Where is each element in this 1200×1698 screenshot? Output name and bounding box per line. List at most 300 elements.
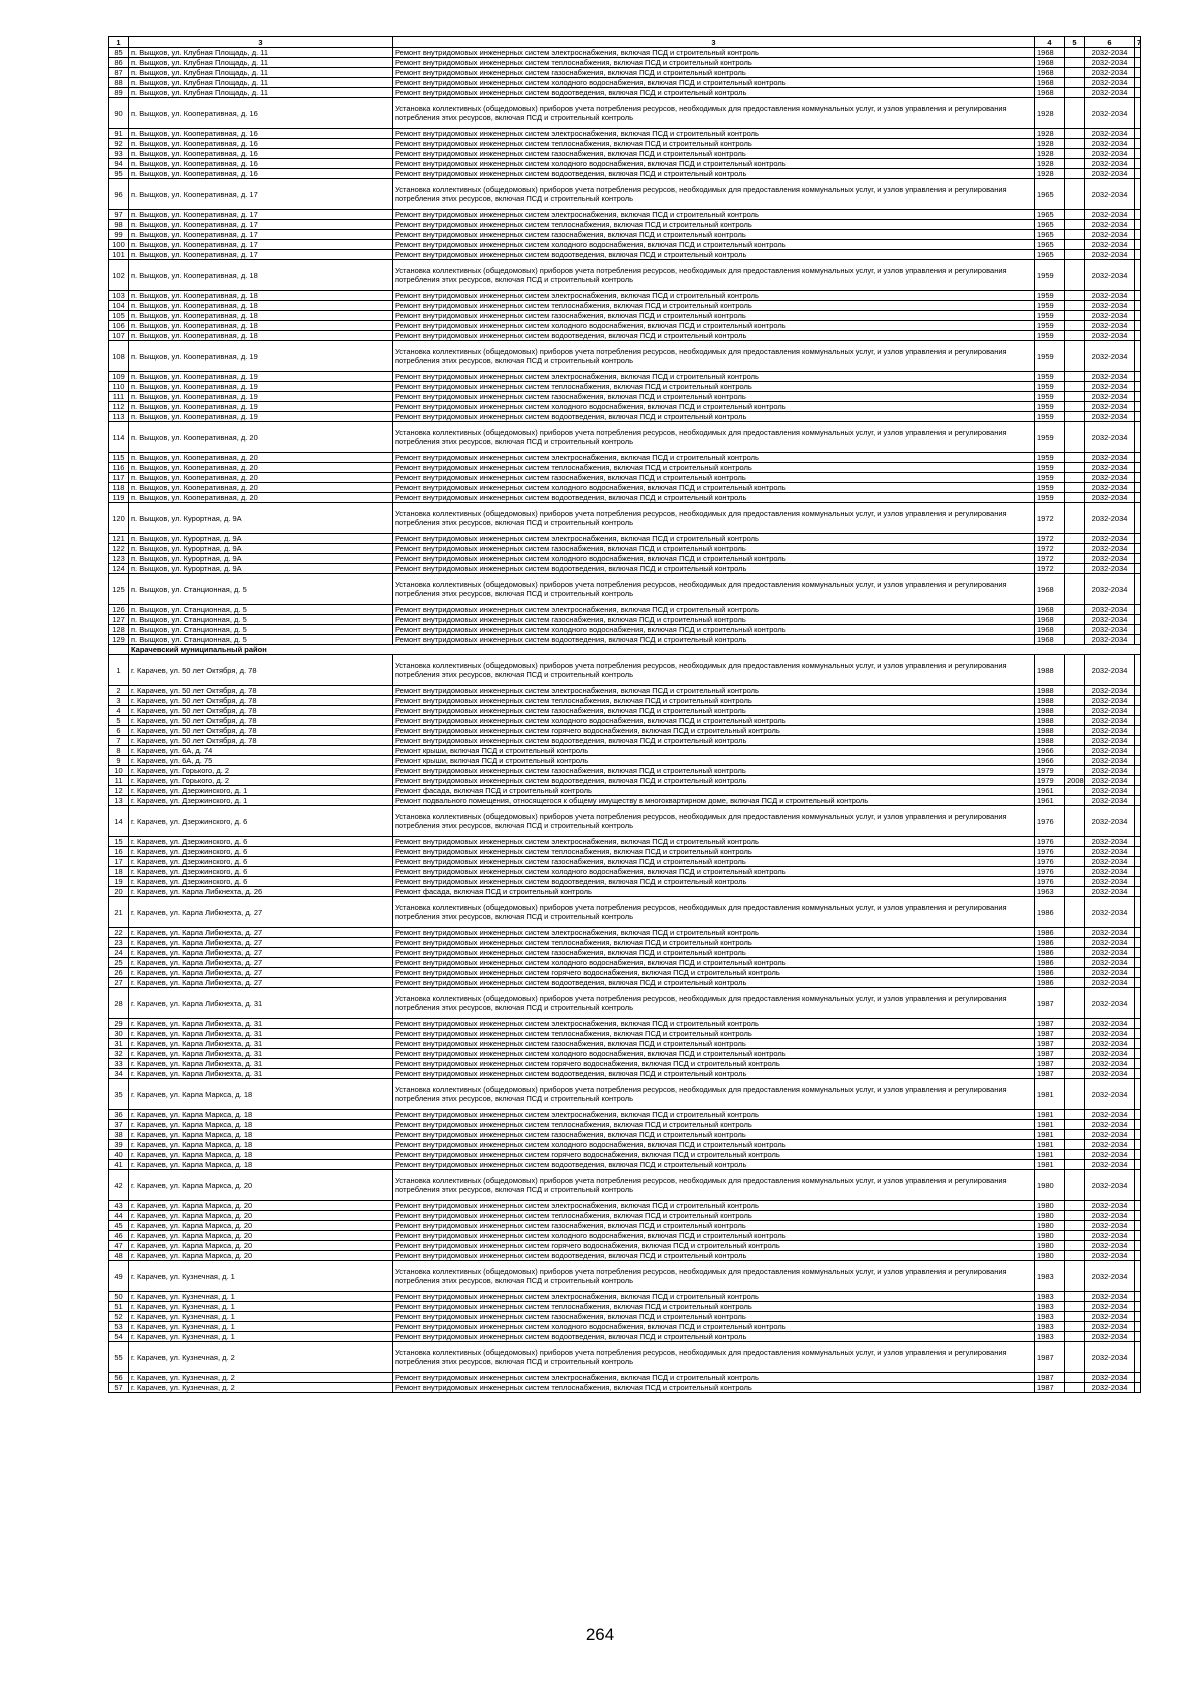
row-col5 <box>1065 220 1085 230</box>
row-period: 2032-2034 <box>1085 1322 1135 1332</box>
row-work-type: Ремонт внутридомовых инженерных систем холодного водоснабжения, включая ПСД и строительный контроль <box>393 240 1035 250</box>
row-number: 94 <box>109 159 129 169</box>
row-number: 126 <box>109 605 129 615</box>
row-work-type: Ремонт внутридомовых инженерных систем электроснабжения, включая ПСД и строительный контроль <box>393 1373 1035 1383</box>
row-number: 22 <box>109 928 129 938</box>
row-address: г. Карачев, ул. 6А, д. 75 <box>129 756 393 766</box>
row-number: 106 <box>109 321 129 331</box>
row-number: 51 <box>109 1302 129 1312</box>
row-work-type: Ремонт внутридомовых инженерных систем теплоснабжения, включая ПСД и строительный контроль <box>393 1120 1035 1130</box>
table-row <box>109 1231 1141 1241</box>
row-col7 <box>1135 1322 1141 1332</box>
row-period: 2032-2034 <box>1085 412 1135 422</box>
row-col7 <box>1135 554 1141 564</box>
row-col7 <box>1135 837 1141 847</box>
row-period: 2032-2034 <box>1085 311 1135 321</box>
table-row <box>109 1059 1141 1069</box>
row-address: п. Выщков, ул. Клубная Площадь, д. 11 <box>129 48 393 58</box>
row-address: п. Выщков, ул. Курортная, д. 9А <box>129 534 393 544</box>
row-col7 <box>1135 605 1141 615</box>
row-col7 <box>1135 756 1141 766</box>
row-work-type: Ремонт внутридомовых инженерных систем теплоснабжения, включая ПСД и строительный контроль <box>393 139 1035 149</box>
row-work-type: Ремонт внутридомовых инженерных систем теплоснабжения, включая ПСД и строительный контроль <box>393 696 1035 706</box>
table-row <box>109 574 1141 605</box>
row-work-type: Ремонт внутридомовых инженерных систем электроснабжения, включая ПСД и строительный контроль <box>393 210 1035 220</box>
table-row <box>109 625 1141 635</box>
row-work-type: Ремонт внутридомовых инженерных систем газоснабжения, включая ПСД и строительный контроль <box>393 230 1035 240</box>
table-row <box>109 1342 1141 1373</box>
row-address: г. Карачев, ул. Карла Маркса, д. 20 <box>129 1170 393 1201</box>
row-col5 <box>1065 210 1085 220</box>
row-col7 <box>1135 978 1141 988</box>
row-number: 123 <box>109 554 129 564</box>
row-col5 <box>1065 857 1085 867</box>
row-col7 <box>1135 887 1141 897</box>
row-build-year: 1987 <box>1035 1069 1065 1079</box>
row-work-type: Ремонт внутридомовых инженерных систем теплоснабжения, включая ПСД и строительный контроль <box>393 1302 1035 1312</box>
row-number: 36 <box>109 1110 129 1120</box>
row-build-year: 1959 <box>1035 321 1065 331</box>
row-build-year: 1987 <box>1035 1383 1065 1393</box>
row-period: 2032-2034 <box>1085 372 1135 382</box>
row-number: 38 <box>109 1130 129 1140</box>
row-period: 2032-2034 <box>1085 554 1135 564</box>
row-col7 <box>1135 301 1141 311</box>
row-col5 <box>1065 716 1085 726</box>
row-period: 2032-2034 <box>1085 756 1135 766</box>
row-build-year: 1968 <box>1035 88 1065 98</box>
row-build-year: 1959 <box>1035 422 1065 453</box>
row-number: 28 <box>109 988 129 1019</box>
row-number: 115 <box>109 453 129 463</box>
row-col7 <box>1135 1170 1141 1201</box>
header-cell-period: 6 <box>1085 37 1135 48</box>
row-work-type: Установка коллективных (общедомовых) приборов учета потребления ресурсов, необходимых для предоставления коммунальных услуг, и узлов управления и регулирования потребления этих ресурсов, включая ПСД и строительный контроль <box>393 341 1035 372</box>
row-work-type: Ремонт внутридомовых инженерных систем газоснабжения, включая ПСД и строительный контроль <box>393 149 1035 159</box>
row-period: 2032-2034 <box>1085 655 1135 686</box>
row-period: 2032-2034 <box>1085 331 1135 341</box>
row-number: 25 <box>109 958 129 968</box>
row-work-type: Установка коллективных (общедомовых) приборов учета потребления ресурсов, необходимых для предоставления коммунальных услуг, и узлов управления и регулирования потребления этих ресурсов, включая ПСД и строительный контроль <box>393 574 1035 605</box>
row-period: 2032-2034 <box>1085 88 1135 98</box>
table-row <box>109 897 1141 928</box>
row-build-year: 1972 <box>1035 554 1065 564</box>
table-row <box>109 706 1141 716</box>
row-col7 <box>1135 1241 1141 1251</box>
row-address: г. Карачев, ул. 50 лет Октября, д. 78 <box>129 736 393 746</box>
document-sheet <box>108 36 1140 1393</box>
row-col7 <box>1135 958 1141 968</box>
row-number: 96 <box>109 179 129 210</box>
table-row <box>109 179 1141 210</box>
row-period: 2032-2034 <box>1085 1039 1135 1049</box>
table-row <box>109 88 1141 98</box>
header-cell-col7: 7 <box>1135 37 1141 48</box>
row-build-year: 1980 <box>1035 1221 1065 1231</box>
row-address: п. Выщков, ул. Кооперативная, д. 20 <box>129 463 393 473</box>
row-number: 9 <box>109 756 129 766</box>
row-address: г. Карачев, ул. Кузнечная, д. 2 <box>129 1342 393 1373</box>
row-period: 2032-2034 <box>1085 1049 1135 1059</box>
row-number: 33 <box>109 1059 129 1069</box>
row-build-year: 1986 <box>1035 978 1065 988</box>
row-work-type: Ремонт внутридомовых инженерных систем водоотведения, включая ПСД и строительный контроль <box>393 1160 1035 1170</box>
row-period: 2032-2034 <box>1085 564 1135 574</box>
table-row <box>109 210 1141 220</box>
row-number: 56 <box>109 1373 129 1383</box>
row-col5 <box>1065 736 1085 746</box>
row-number: 92 <box>109 139 129 149</box>
row-build-year: 1959 <box>1035 291 1065 301</box>
row-period: 2032-2034 <box>1085 938 1135 948</box>
table-row <box>109 1261 1141 1292</box>
row-number: 122 <box>109 544 129 554</box>
row-number: 19 <box>109 877 129 887</box>
row-work-type: Установка коллективных (общедомовых) приборов учета потребления ресурсов, необходимых для предоставления коммунальных услуг, и узлов управления и регулирования потребления этих ресурсов, включая ПСД и строительный контроль <box>393 806 1035 837</box>
row-col7 <box>1135 857 1141 867</box>
row-col5 <box>1065 1019 1085 1029</box>
row-address: п. Выщков, ул. Кооперативная, д. 20 <box>129 493 393 503</box>
row-period: 2032-2034 <box>1085 240 1135 250</box>
row-number: 39 <box>109 1140 129 1150</box>
row-work-type: Ремонт внутридомовых инженерных систем электроснабжения, включая ПСД и строительный контроль <box>393 1019 1035 1029</box>
row-address: г. Карачев, ул. Карла Маркса, д. 20 <box>129 1201 393 1211</box>
table-row <box>109 250 1141 260</box>
table-row <box>109 503 1141 534</box>
row-col5 <box>1065 382 1085 392</box>
row-number: 104 <box>109 301 129 311</box>
row-work-type: Ремонт внутридомовых инженерных систем водоотведения, включая ПСД и строительный контроль <box>393 736 1035 746</box>
row-work-type: Ремонт внутридомовых инженерных систем холодного водоснабжения, включая ПСД и строительный контроль <box>393 78 1035 88</box>
row-address: п. Выщков, ул. Кооперативная, д. 19 <box>129 402 393 412</box>
row-build-year: 1981 <box>1035 1160 1065 1170</box>
row-period: 2032-2034 <box>1085 453 1135 463</box>
row-work-type: Установка коллективных (общедомовых) приборов учета потребления ресурсов, необходимых для предоставления коммунальных услуг, и узлов управления и регулирования потребления этих ресурсов, включая ПСД и строительный контроль <box>393 260 1035 291</box>
row-work-type: Ремонт внутридомовых инженерных систем теплоснабжения, включая ПСД и строительный контроль <box>393 1211 1035 1221</box>
row-col5 <box>1065 746 1085 756</box>
table-row <box>109 746 1141 756</box>
row-col7 <box>1135 1029 1141 1039</box>
row-address: г. Карачев, ул. Карла Маркса, д. 20 <box>129 1241 393 1251</box>
row-number: 5 <box>109 716 129 726</box>
row-build-year: 1972 <box>1035 544 1065 554</box>
row-number: 111 <box>109 392 129 402</box>
row-number: 10 <box>109 766 129 776</box>
row-col5 <box>1065 129 1085 139</box>
row-period: 2032-2034 <box>1085 1130 1135 1140</box>
row-address: г. Карачев, ул. 50 лет Октября, д. 78 <box>129 696 393 706</box>
row-col5 <box>1065 1221 1085 1231</box>
row-col5 <box>1065 605 1085 615</box>
page-number: 264 <box>585 1625 615 1644</box>
row-period: 2032-2034 <box>1085 1170 1135 1201</box>
row-work-type: Ремонт внутридомовых инженерных систем холодного водоснабжения, включая ПСД и строительный контроль <box>393 1322 1035 1332</box>
row-build-year: 1959 <box>1035 311 1065 321</box>
row-period: 2032-2034 <box>1085 857 1135 867</box>
table-row <box>109 1332 1141 1342</box>
row-address: г. Карачев, ул. Карла Маркса, д. 18 <box>129 1110 393 1120</box>
row-col5 <box>1065 179 1085 210</box>
row-period: 2032-2034 <box>1085 1221 1135 1231</box>
row-col5 <box>1065 1029 1085 1039</box>
row-work-type: Ремонт внутридомовых инженерных систем газоснабжения, включая ПСД и строительный контроль <box>393 544 1035 554</box>
table-row <box>109 321 1141 331</box>
row-work-type: Ремонт внутридомовых инженерных систем водоотведения, включая ПСД и строительный контроль <box>393 412 1035 422</box>
row-work-type: Ремонт внутридомовых инженерных систем электроснабжения, включая ПСД и строительный контроль <box>393 686 1035 696</box>
row-build-year: 1980 <box>1035 1251 1065 1261</box>
table-row <box>109 978 1141 988</box>
row-address: г. Карачев, ул. Карла Либкнехта, д. 31 <box>129 1039 393 1049</box>
table-row <box>109 311 1141 321</box>
row-period: 2032-2034 <box>1085 928 1135 938</box>
row-col7 <box>1135 716 1141 726</box>
row-address: г. Карачев, ул. Карла Маркса, д. 20 <box>129 1221 393 1231</box>
row-col7 <box>1135 736 1141 746</box>
row-build-year: 1959 <box>1035 483 1065 493</box>
row-address: г. Карачев, ул. Кузнечная, д. 1 <box>129 1312 393 1322</box>
row-number: 14 <box>109 806 129 837</box>
row-address: г. Карачев, ул. Горького, д. 2 <box>129 776 393 786</box>
row-build-year: 1981 <box>1035 1110 1065 1120</box>
row-period: 2032-2034 <box>1085 1332 1135 1342</box>
table-row <box>109 806 1141 837</box>
row-address: п. Выщков, ул. Кооперативная, д. 17 <box>129 230 393 240</box>
table-row <box>109 1069 1141 1079</box>
row-col7 <box>1135 1150 1141 1160</box>
row-build-year: 1987 <box>1035 1039 1065 1049</box>
row-work-type: Ремонт внутридомовых инженерных систем холодного водоснабжения, включая ПСД и строительный контроль <box>393 1231 1035 1241</box>
row-build-year: 1976 <box>1035 867 1065 877</box>
row-address: г. Карачев, ул. Кузнечная, д. 1 <box>129 1332 393 1342</box>
row-work-type: Установка коллективных (общедомовых) приборов учета потребления ресурсов, необходимых для предоставления коммунальных услуг, и узлов управления и регулирования потребления этих ресурсов, включая ПСД и строительный контроль <box>393 897 1035 928</box>
table-row <box>109 1039 1141 1049</box>
row-col5 <box>1065 1140 1085 1150</box>
row-work-type: Ремонт внутридомовых инженерных систем газоснабжения, включая ПСД и строительный контроль <box>393 1039 1035 1049</box>
row-number: 107 <box>109 331 129 341</box>
table-row <box>109 938 1141 948</box>
row-work-type: Ремонт внутридомовых инженерных систем газоснабжения, включая ПСД и строительный контроль <box>393 68 1035 78</box>
row-period: 2032-2034 <box>1085 948 1135 958</box>
row-period: 2032-2034 <box>1085 129 1135 139</box>
row-col5 <box>1065 706 1085 716</box>
row-col5 <box>1065 402 1085 412</box>
row-col5 <box>1065 938 1085 948</box>
table-row <box>109 68 1141 78</box>
row-col5 <box>1065 615 1085 625</box>
row-work-type: Ремонт внутридомовых инженерных систем водоотведения, включая ПСД и строительный контроль <box>393 978 1035 988</box>
row-build-year: 1959 <box>1035 341 1065 372</box>
row-address: г. Карачев, ул. Дзержинского, д. 1 <box>129 796 393 806</box>
row-col5 <box>1065 250 1085 260</box>
row-col5 <box>1065 1312 1085 1322</box>
row-col7 <box>1135 1211 1141 1221</box>
row-col5 <box>1065 847 1085 857</box>
row-col5 <box>1065 1251 1085 1261</box>
row-period: 2032-2034 <box>1085 837 1135 847</box>
row-address: г. Карачев, ул. Карла Либкнехта, д. 27 <box>129 948 393 958</box>
row-col5 <box>1065 635 1085 645</box>
row-col7 <box>1135 210 1141 220</box>
row-col7 <box>1135 321 1141 331</box>
row-address: п. Выщков, ул. Клубная Площадь, д. 11 <box>129 78 393 88</box>
row-col5 <box>1065 655 1085 686</box>
row-col7 <box>1135 635 1141 645</box>
row-col7 <box>1135 1302 1141 1312</box>
row-work-type: Ремонт внутридомовых инженерных систем водоотведения, включая ПСД и строительный контроль <box>393 877 1035 887</box>
row-address: п. Выщков, ул. Станционная, д. 5 <box>129 615 393 625</box>
row-address: г. Карачев, ул. Карла Либкнехта, д. 27 <box>129 958 393 968</box>
row-period: 2032-2034 <box>1085 988 1135 1019</box>
table-row <box>109 756 1141 766</box>
row-period: 2032-2034 <box>1085 48 1135 58</box>
row-address: г. Карачев, ул. Карла Либкнехта, д. 27 <box>129 928 393 938</box>
row-number: 30 <box>109 1029 129 1039</box>
table-row <box>109 1170 1141 1201</box>
row-build-year: 1968 <box>1035 625 1065 635</box>
table-row <box>109 736 1141 746</box>
row-build-year: 1981 <box>1035 1120 1065 1130</box>
row-period: 2032-2034 <box>1085 1241 1135 1251</box>
row-period: 2032-2034 <box>1085 726 1135 736</box>
row-work-type: Ремонт внутридомовых инженерных систем водоотведения, включая ПСД и строительный контроль <box>393 493 1035 503</box>
row-col7 <box>1135 1342 1141 1373</box>
table-row <box>109 1251 1141 1261</box>
row-number: 43 <box>109 1201 129 1211</box>
row-col7 <box>1135 726 1141 736</box>
row-number: 8 <box>109 746 129 756</box>
row-work-type: Ремонт внутридомовых инженерных систем холодного водоснабжения, включая ПСД и строительный контроль <box>393 1140 1035 1150</box>
row-build-year: 1959 <box>1035 392 1065 402</box>
row-col5 <box>1065 564 1085 574</box>
row-number: 100 <box>109 240 129 250</box>
row-work-type: Установка коллективных (общедомовых) приборов учета потребления ресурсов, необходимых для предоставления коммунальных услуг, и узлов управления и регулирования потребления этих ресурсов, включая ПСД и строительный контроль <box>393 988 1035 1019</box>
row-col7 <box>1135 382 1141 392</box>
table-row <box>109 928 1141 938</box>
row-address: п. Выщков, ул. Клубная Площадь, д. 11 <box>129 58 393 68</box>
row-col5 <box>1065 1373 1085 1383</box>
row-col5 <box>1065 291 1085 301</box>
row-work-type: Ремонт внутридомовых инженерных систем холодного водоснабжения, включая ПСД и строительный контроль <box>393 716 1035 726</box>
row-work-type: Ремонт внутридомовых инженерных систем электроснабжения, включая ПСД и строительный контроль <box>393 129 1035 139</box>
row-col7 <box>1135 483 1141 493</box>
table-row <box>109 372 1141 382</box>
row-build-year: 1966 <box>1035 746 1065 756</box>
table-row <box>109 726 1141 736</box>
row-address: п. Выщков, ул. Кооперативная, д. 17 <box>129 250 393 260</box>
row-build-year: 1987 <box>1035 988 1065 1019</box>
row-address: г. Карачев, ул. Карла Либкнехта, д. 27 <box>129 968 393 978</box>
row-work-type: Ремонт внутридомовых инженерных систем газоснабжения, включая ПСД и строительный контроль <box>393 1312 1035 1322</box>
row-number: 32 <box>109 1049 129 1059</box>
row-period: 2032-2034 <box>1085 887 1135 897</box>
row-period: 2032-2034 <box>1085 1029 1135 1039</box>
row-number: 102 <box>109 260 129 291</box>
table-row <box>109 382 1141 392</box>
row-address: г. Карачев, ул. Карла Либкнехта, д. 31 <box>129 1029 393 1039</box>
row-period: 2032-2034 <box>1085 159 1135 169</box>
row-number: 3 <box>109 696 129 706</box>
row-address: г. Карачев, ул. Карла Либкнехта, д. 27 <box>129 938 393 948</box>
row-period: 2032-2034 <box>1085 1079 1135 1110</box>
row-period: 2032-2034 <box>1085 422 1135 453</box>
header-cell-number: 1 <box>109 37 129 48</box>
row-number: 57 <box>109 1383 129 1393</box>
row-number: 108 <box>109 341 129 372</box>
table-row <box>109 686 1141 696</box>
row-work-type: Ремонт внутридомовых инженерных систем водоотведения, включая ПСД и строительный контроль <box>393 776 1035 786</box>
row-work-type: Ремонт внутридомовых инженерных систем газоснабжения, включая ПСД и строительный контроль <box>393 1130 1035 1140</box>
row-work-type: Ремонт внутридомовых инженерных систем холодного водоснабжения, включая ПСД и строительный контроль <box>393 958 1035 968</box>
row-col7 <box>1135 534 1141 544</box>
row-address: г. Карачев, ул. Горького, д. 2 <box>129 766 393 776</box>
row-number: 4 <box>109 706 129 716</box>
row-build-year: 1959 <box>1035 402 1065 412</box>
row-address: п. Выщков, ул. Кооперативная, д. 19 <box>129 341 393 372</box>
header-row <box>109 37 1141 48</box>
table-row <box>109 331 1141 341</box>
row-col7 <box>1135 1292 1141 1302</box>
row-address: г. Карачев, ул. Кузнечная, д. 2 <box>129 1383 393 1393</box>
row-address: п. Выщков, ул. Клубная Площадь, д. 11 <box>129 68 393 78</box>
row-col5 <box>1065 301 1085 311</box>
row-build-year: 1976 <box>1035 837 1065 847</box>
row-address: п. Выщков, ул. Кооперативная, д. 16 <box>129 129 393 139</box>
row-work-type: Установка коллективных (общедомовых) приборов учета потребления ресурсов, необходимых для предоставления коммунальных услуг, и узлов управления и регулирования потребления этих ресурсов, включая ПСД и строительный контроль <box>393 1079 1035 1110</box>
row-build-year: 1959 <box>1035 493 1065 503</box>
row-number: 103 <box>109 291 129 301</box>
row-work-type: Ремонт внутридомовых инженерных систем газоснабжения, включая ПСД и строительный контроль <box>393 948 1035 958</box>
row-build-year: 1928 <box>1035 149 1065 159</box>
table-row <box>109 1140 1141 1150</box>
row-number: 1 <box>109 655 129 686</box>
row-period: 2032-2034 <box>1085 978 1135 988</box>
row-address: п. Выщков, ул. Станционная, д. 5 <box>129 625 393 635</box>
row-col5 <box>1065 463 1085 473</box>
row-period: 2032-2034 <box>1085 220 1135 230</box>
table-row <box>109 463 1141 473</box>
row-work-type: Ремонт крыши, включая ПСД и строительный контроль <box>393 746 1035 756</box>
row-number: 47 <box>109 1241 129 1251</box>
row-col7 <box>1135 331 1141 341</box>
table-row <box>109 291 1141 301</box>
table-row <box>109 716 1141 726</box>
row-col5 <box>1065 483 1085 493</box>
row-number: 24 <box>109 948 129 958</box>
row-col5 <box>1065 625 1085 635</box>
row-col5 <box>1065 928 1085 938</box>
row-col5 <box>1065 1241 1085 1251</box>
row-build-year: 1968 <box>1035 68 1065 78</box>
row-work-type: Ремонт внутридомовых инженерных систем электроснабжения, включая ПСД и строительный контроль <box>393 453 1035 463</box>
row-work-type: Ремонт внутридомовых инженерных систем горячего водоснабжения, включая ПСД и строительный контроль <box>393 1241 1035 1251</box>
row-build-year: 1928 <box>1035 169 1065 179</box>
row-number: 90 <box>109 98 129 129</box>
row-period: 2032-2034 <box>1085 1373 1135 1383</box>
row-address: п. Выщков, ул. Станционная, д. 5 <box>129 635 393 645</box>
row-address: п. Выщков, ул. Станционная, д. 5 <box>129 605 393 615</box>
row-work-type: Установка коллективных (общедомовых) приборов учета потребления ресурсов, необходимых для предоставления коммунальных услуг, и узлов управления и регулирования потребления этих ресурсов, включая ПСД и строительный контроль <box>393 503 1035 534</box>
row-work-type: Установка коллективных (общедомовых) приборов учета потребления ресурсов, необходимых для предоставления коммунальных услуг, и узлов управления и регулирования потребления этих ресурсов, включая ПСД и строительный контроль <box>393 1261 1035 1292</box>
row-period: 2032-2034 <box>1085 382 1135 392</box>
table-row <box>109 605 1141 615</box>
row-col7 <box>1135 1110 1141 1120</box>
table-row <box>109 1150 1141 1160</box>
row-col5 <box>1065 948 1085 958</box>
row-col5 <box>1065 149 1085 159</box>
row-period: 2032-2034 <box>1085 766 1135 776</box>
row-col7 <box>1135 897 1141 928</box>
row-col7 <box>1135 311 1141 321</box>
